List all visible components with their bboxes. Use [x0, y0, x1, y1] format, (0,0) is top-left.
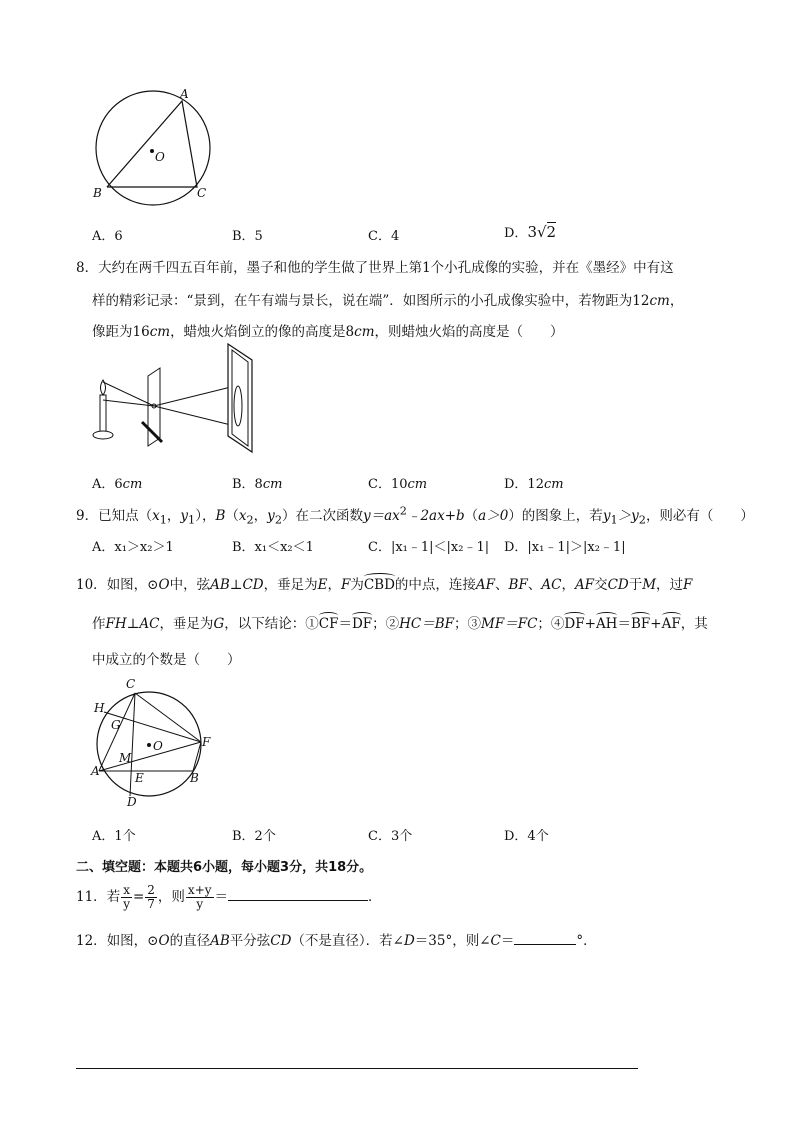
- q10-perp: ⊥: [229, 577, 243, 593]
- q11-text-a: 若: [106, 889, 121, 905]
- q10-arc-df-2: DF: [564, 616, 585, 632]
- q10-eq-1: ＝: [338, 616, 352, 632]
- q10-option-d: D．4个: [504, 829, 549, 844]
- q10-option-b: B．2个: [232, 829, 276, 844]
- q10-label-b: B: [190, 771, 199, 785]
- q8-number: 8．: [76, 260, 99, 276]
- q10-text-2c: ，以下结论：①: [224, 616, 319, 632]
- q10-eq-2: ＝: [617, 616, 631, 632]
- q10-ac-2: AC: [139, 616, 160, 632]
- q10-label-e: E: [135, 771, 144, 785]
- q11-fraction-xy: [121, 884, 132, 911]
- q7-label-b: B: [93, 186, 102, 200]
- q10-text-1j: ，过: [656, 577, 684, 593]
- q9-text-e: （: [464, 508, 479, 524]
- q9-option-b: B．x₁＜x₂＜1: [232, 540, 314, 555]
- q10-e: E: [317, 577, 328, 593]
- q10-text-2e: ；③: [454, 616, 482, 632]
- q11-frac3-num: x+y: [187, 883, 212, 897]
- q12-text-f: ＝: [500, 933, 515, 949]
- q8-option-b: [232, 473, 282, 492]
- q8-option-c-label: C．10: [368, 477, 408, 492]
- q12-line: [76, 929, 597, 949]
- q7-option-c: C．4: [368, 229, 400, 244]
- q7-label-o: O: [155, 150, 165, 164]
- q7-circle: [96, 91, 210, 205]
- q9-x1: x: [152, 508, 160, 524]
- q8-ray-4: [154, 406, 235, 426]
- q8-text-2-tail: ，: [669, 293, 684, 309]
- q9-text-a: 已知点（: [98, 508, 153, 524]
- q11-answer-blank[interactable]: [228, 900, 368, 901]
- q9-option-a: A．x₁＞x₂＞1: [92, 540, 174, 555]
- q10-arc-af: AF: [661, 616, 681, 632]
- footer-rule: [76, 1068, 638, 1069]
- q10-text-1d: ，: [327, 577, 341, 593]
- q9-cond-y1-sub: 1: [610, 513, 618, 527]
- q11-frac1-num: x: [123, 883, 130, 897]
- q12-ab: AB: [210, 933, 230, 949]
- q12-c: C: [490, 933, 501, 949]
- section-2-heading: 二、填空题：本题共6小题，每小题3分，共18分。: [76, 860, 373, 875]
- q9-function-rest: ﹣2ax+b: [406, 508, 465, 524]
- q8-ray-2: [103, 400, 154, 406]
- q11-text-b: ，则: [157, 889, 185, 905]
- q8-pinhole-figure: [90, 342, 262, 454]
- q9-x2: x: [238, 508, 247, 524]
- q10-label-d: D: [127, 795, 137, 808]
- q10-text-2d: ；②: [372, 616, 400, 632]
- q9-y2-sub: 2: [274, 513, 282, 527]
- q11-eq: =: [132, 889, 145, 905]
- q8-text-3a: 像距为16: [92, 324, 150, 340]
- q9-option-d: D．|x₁﹣1|＞|x₂﹣1|: [504, 540, 626, 555]
- q12-text-b: 的直径: [169, 933, 211, 949]
- q9-number: 9．: [76, 508, 99, 524]
- q10-label-a: A: [91, 764, 100, 778]
- q12-text-g: °．: [576, 933, 597, 949]
- q10-perp-2: ⊥: [126, 616, 140, 632]
- q9-y2: y: [267, 508, 275, 524]
- q10-ac: AC: [541, 577, 562, 593]
- q8-unit-c: cm: [354, 324, 375, 340]
- q10-f-2: F: [683, 577, 693, 593]
- q10-option-a: A．1个: [92, 829, 136, 844]
- q9-cond-y2: ＞y: [617, 508, 639, 524]
- q11-frac1-den: y: [123, 897, 130, 911]
- q8-image-on-screen: [234, 386, 242, 426]
- q11-text-end: ．: [368, 889, 382, 905]
- q10-number: 10．: [76, 577, 107, 593]
- q11-fraction-sum: [186, 884, 214, 911]
- q9-option-c: C．|x₁﹣1|＜|x₂﹣1|: [368, 540, 490, 555]
- q8-candle: [100, 395, 106, 435]
- q10-af-2: AF: [574, 577, 595, 593]
- q11-frac2-num: 2: [147, 883, 155, 897]
- q12-cd: CD: [270, 933, 292, 949]
- q7-option-b: B．5: [232, 229, 263, 244]
- q10-text-1b: 中，弦: [169, 577, 211, 593]
- q10-cd: CD: [242, 577, 264, 593]
- q10-label-h: H: [94, 701, 105, 715]
- q10-text-1f: 的中点，连接: [394, 577, 476, 593]
- q9-a-positive: a＞0: [478, 508, 509, 524]
- q10-ab: AB: [210, 577, 230, 593]
- q12-o: O: [158, 933, 170, 949]
- q8-line-3: [92, 320, 564, 340]
- q10-arc-cbd: CBD: [363, 577, 395, 593]
- q10-fh: FH: [105, 616, 127, 632]
- q11-frac3-den: y: [196, 897, 204, 911]
- q10-text-1h: 交: [594, 577, 608, 593]
- q10-plus-1: +: [584, 616, 596, 632]
- q12-text-d: （不是直径）．若∠: [291, 933, 404, 949]
- q10-sep-2: 、: [527, 577, 542, 593]
- q8-option-a-label: A．6: [92, 477, 123, 492]
- q8-unit-b: cm: [149, 324, 171, 340]
- q10-arc-df: DF: [351, 616, 373, 632]
- q10-sep-1: 、: [495, 577, 509, 593]
- q8-option-d-label: D．12: [504, 477, 544, 492]
- q10-option-c: C．3个: [368, 829, 413, 844]
- q9-cond-y1: y: [602, 508, 611, 524]
- q10-text-2a: 作: [92, 616, 106, 632]
- q12-text-e: ＝35°，则∠: [414, 933, 491, 949]
- q10-circle-figure: [86, 674, 216, 808]
- q10-line-3: 中成立的个数是（ ）: [92, 652, 241, 668]
- q9-cond-y2-sub: 2: [638, 513, 646, 527]
- q8-option-d-unit: cm: [543, 477, 564, 492]
- q10-g: G: [213, 616, 225, 632]
- q9-y1: y: [180, 508, 189, 524]
- q10-o: O: [158, 577, 170, 593]
- q9-line: [76, 504, 754, 527]
- q9-text-g: ，则必有（ ）: [645, 508, 754, 524]
- q9-text-d: ）在二次函数: [281, 508, 363, 524]
- q9-x1-sub: 1: [159, 513, 167, 527]
- q10-mf-fc: MF＝FC: [481, 616, 538, 632]
- q12-d: D: [403, 933, 415, 949]
- q10-label-o: O: [153, 739, 163, 753]
- q9-y1-sub: 1: [188, 513, 196, 527]
- q8-line-2: [92, 289, 683, 309]
- q9-function-exp: 2: [399, 504, 407, 518]
- q10-text-1a: 如图，⊙: [106, 577, 159, 593]
- q11-fraction-27: [145, 884, 157, 911]
- q10-text-1i: 于: [628, 577, 643, 593]
- q8-text-1: 大约在两千四五百年前，墨子和他的学生做了世界上第1个小孔成像的实验，并在《墨经》中有这: [98, 260, 674, 276]
- q10-f: F: [340, 577, 351, 593]
- q9-comma-1: ，: [166, 508, 181, 524]
- q8-line-1: [76, 256, 674, 276]
- q10-line-cf: [135, 693, 201, 742]
- q7-option-d-label: D．: [504, 226, 528, 241]
- q10-arc-ah: AH: [595, 616, 618, 632]
- q10-line-2: [92, 612, 708, 632]
- q10-plus-2: +: [650, 616, 662, 632]
- q10-arc-bf: BF: [630, 616, 651, 632]
- q8-candle-base: [93, 431, 113, 439]
- q9-comma-2: ，: [253, 508, 268, 524]
- q8-text-2: 样的精彩记录：“景到，在午有端与景长，说在端”．如图所示的小孔成像实验中，若物距为12: [92, 293, 650, 309]
- q10-text-1e: 为: [350, 577, 364, 593]
- q10-label-g: G: [111, 718, 121, 732]
- q7-label-a: A: [180, 88, 189, 101]
- q11-text-c: ＝: [214, 889, 229, 905]
- q8-option-c: [368, 473, 427, 492]
- q7-center-dot: [150, 149, 154, 153]
- q9-text-b: ），: [195, 508, 216, 524]
- q8-text-3b: ，蜡烛火焰倒立的像的高度是8: [170, 324, 355, 340]
- q10-bf: BF: [508, 577, 528, 593]
- q8-text-3c: ，则蜡烛火焰的高度是（ ）: [374, 324, 564, 340]
- q9-x2-sub: 2: [246, 513, 254, 527]
- q9-text-f: ）的图象上，若: [508, 508, 603, 524]
- q10-cd-2: CD: [607, 577, 629, 593]
- q12-text-a: 如图，⊙: [106, 933, 159, 949]
- q10-text-2g: ，其: [680, 616, 708, 632]
- q11-number: 11．: [76, 889, 107, 905]
- q10-hc-bf: HC＝BF: [399, 616, 455, 632]
- q7-option-d-coef: 3: [527, 223, 537, 241]
- q10-line-1: [76, 573, 692, 593]
- q11-line: [76, 884, 382, 911]
- q10-text-1g: ，: [561, 577, 575, 593]
- q10-text-1c: ，垂足为: [263, 577, 318, 593]
- q7-sqrt-symbol: √: [536, 223, 547, 241]
- q7-label-c: C: [197, 186, 207, 200]
- q7-option-a: A．6: [92, 229, 123, 244]
- q10-label-m: M: [119, 751, 132, 765]
- q10-label-f: F: [202, 735, 211, 749]
- q9-text-c: （: [225, 508, 239, 524]
- q8-ray-1: [103, 382, 154, 406]
- q10-af: AF: [475, 577, 496, 593]
- q10-arc-cf: CF: [318, 616, 339, 632]
- q9-function: y＝ax: [362, 508, 400, 524]
- q9-point-b: B: [215, 508, 226, 524]
- q8-ray-3: [154, 386, 235, 406]
- q12-number: 12．: [76, 933, 107, 949]
- q8-unit-a: cm: [649, 293, 670, 309]
- q10-m: M: [642, 577, 657, 593]
- q8-option-d: [504, 473, 564, 492]
- q7-triangle: [107, 101, 197, 187]
- q10-text-2f: ；④: [537, 616, 565, 632]
- q12-answer-blank[interactable]: [514, 944, 576, 945]
- q11-frac2-den: 7: [147, 897, 155, 911]
- q8-option-a: [92, 473, 142, 492]
- q7-circle-figure: [85, 88, 225, 210]
- q10-text-2b: ，垂足为: [159, 616, 214, 632]
- q8-option-b-unit: cm: [262, 477, 283, 492]
- q8-option-c-unit: cm: [407, 477, 428, 492]
- q7-option-d: [504, 222, 556, 241]
- q12-text-c: 平分弦: [229, 933, 271, 949]
- q8-option-b-label: B．8: [232, 477, 263, 492]
- q8-option-a-unit: cm: [122, 477, 143, 492]
- q10-center-dot: [147, 743, 151, 747]
- q7-option-d-radicand: 2: [546, 223, 557, 241]
- q10-label-c: C: [126, 677, 136, 691]
